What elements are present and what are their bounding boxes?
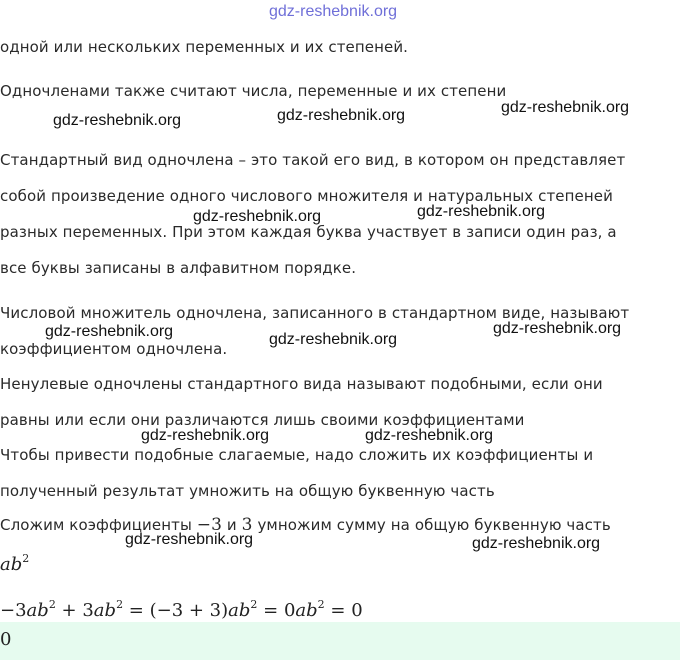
coefficient-math: 3 bbox=[241, 515, 253, 535]
math-exponent: 2 bbox=[48, 598, 56, 611]
watermark: gdz-reshebnik.org bbox=[417, 203, 546, 220]
watermark: gdz-reshebnik.org bbox=[501, 99, 630, 116]
watermark: gdz-reshebnik.org bbox=[269, 331, 398, 348]
paragraph-line: Числовой множитель одночлена, записанного в стандартном виде, называют bbox=[0, 304, 630, 322]
letter-part-math bbox=[0, 548, 29, 576]
math-variable: ab bbox=[0, 554, 23, 575]
math-term: + 3 bbox=[55, 600, 94, 621]
math-variable: ab bbox=[26, 600, 49, 621]
watermark-top: gdz-reshebnik.org bbox=[269, 3, 398, 20]
text-segment: Сложим коэффициенты bbox=[0, 516, 197, 534]
math-exponent: 2 bbox=[250, 598, 258, 611]
math-term: = (−3 + 3) bbox=[123, 600, 229, 621]
paragraph-line: Одночленами также считают числа, переменные и их степени bbox=[0, 82, 507, 100]
math-exponent: 2 bbox=[22, 552, 30, 565]
paragraph-line: Чтобы привести подобные слагаемые, надо сложить их коэффициенты и bbox=[0, 446, 594, 464]
coefficient-math: −3 bbox=[196, 515, 223, 535]
math-variable: ab bbox=[93, 600, 117, 621]
paragraph-line: все буквы записаны в алфавитном порядке. bbox=[0, 259, 357, 277]
watermark: gdz-reshebnik.org bbox=[53, 112, 182, 129]
math-variable: ab bbox=[228, 600, 251, 621]
math-term: = 0 bbox=[257, 600, 296, 621]
paragraph-line: равны или если они различаются лишь своими коэффициентами bbox=[0, 411, 525, 429]
watermark: gdz-reshebnik.org bbox=[193, 208, 322, 225]
paragraph-line: одной или нескольких переменных и их степеней. bbox=[0, 38, 409, 56]
watermark: gdz-reshebnik.org bbox=[493, 320, 622, 337]
equation bbox=[0, 594, 363, 622]
watermark: gdz-reshebnik.org bbox=[141, 427, 270, 444]
watermark: gdz-reshebnik.org bbox=[125, 531, 254, 548]
watermark: gdz-reshebnik.org bbox=[472, 535, 601, 552]
math-term: = 0 bbox=[324, 600, 363, 621]
answer-value: 0 bbox=[0, 629, 12, 650]
math-variable: ab bbox=[295, 600, 318, 621]
watermark: gdz-reshebnik.org bbox=[45, 323, 174, 340]
paragraph-line: коэффициентом одночлена. bbox=[0, 340, 228, 358]
paragraph-line: Ненулевые одночлены стандартного вида называют подобными, если они bbox=[0, 375, 603, 393]
paragraph-line bbox=[0, 515, 611, 535]
watermark: gdz-reshebnik.org bbox=[365, 427, 494, 444]
paragraph-line: собой произведение одного числового множителя и натуральных степеней bbox=[0, 187, 613, 205]
math-exponent: 2 bbox=[317, 598, 325, 611]
watermark: gdz-reshebnik.org bbox=[277, 107, 406, 124]
text-segment: и bbox=[222, 516, 242, 534]
paragraph-line: Стандартный вид одночлена – это такой его вид, в котором он представляет bbox=[0, 151, 626, 169]
paragraph-line: полученный результат умножить на общую буквенную часть bbox=[0, 482, 495, 500]
answer-box bbox=[0, 622, 680, 660]
text-segment: умножим сумму на общую буквенную часть bbox=[252, 516, 611, 534]
math-term: −3 bbox=[0, 600, 27, 621]
paragraph-line: разных переменных. При этом каждая буква участвует в записи один раз, а bbox=[0, 223, 617, 241]
math-exponent: 2 bbox=[116, 598, 124, 611]
